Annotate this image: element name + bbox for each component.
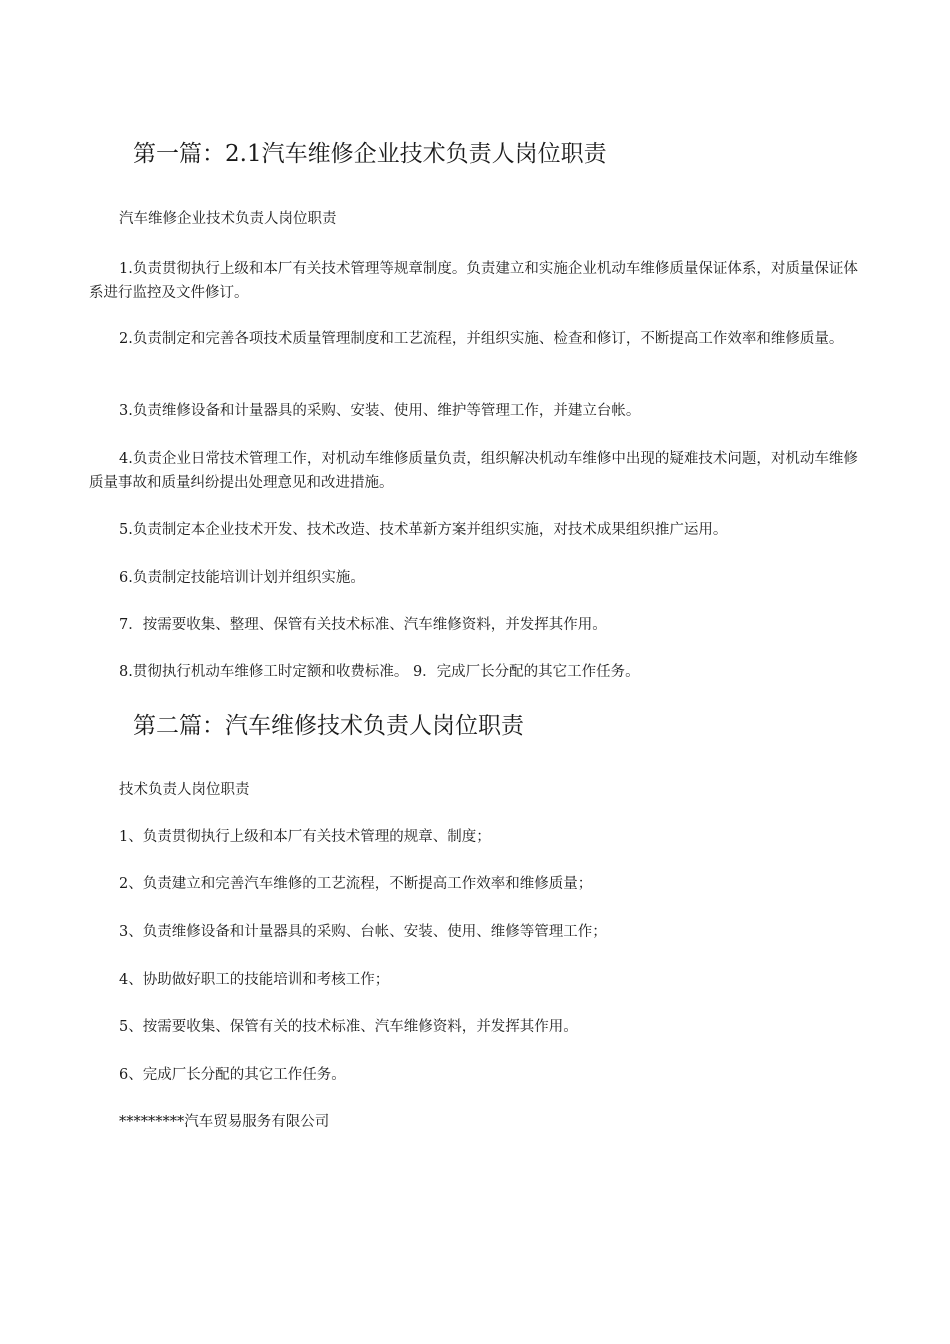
section1-item-2: 2.负责制定和完善各项技术质量管理制度和工艺流程，并组织实施、检查和修订，不断提高工作效率和维修质量。 xyxy=(119,331,844,347)
section1-item-7: 7．按需要收集、整理、保管有关技术标准、汽车维修资料，并发挥其作用。 xyxy=(119,617,607,633)
section2-item-1: 1、负责贯彻执行上级和本厂有关技术管理的规章、制度； xyxy=(119,829,491,845)
section2-item-2: 2、负责建立和完善汽车维修的工艺流程，不断提高工作效率和维修质量； xyxy=(119,876,593,892)
section1-item-3: 3.负责维修设备和计量器具的采购、安装、使用、维护等管理工作，并建立台帐。 xyxy=(119,403,641,419)
section1-item-1: 1.负责贯彻执行上级和本厂有关技术管理等规章制度。负责建立和实施企业机动车维修质量保证体系，对质量保证体系进行监控及文件修订。 xyxy=(89,261,858,301)
section2-item-5: 5、按需要收集、保管有关的技术标准、汽车维修资料，并发挥其作用。 xyxy=(119,1019,578,1035)
section1-subtitle: 汽车维修企业技术负责人岗位职责 xyxy=(119,211,337,227)
section2-item-6: 6、完成厂长分配的其它工作任务。 xyxy=(119,1067,346,1083)
section2-item-3: 3、负责维修设备和计量器具的采购、台帐、安装、使用、维修等管理工作； xyxy=(119,924,607,940)
section2-subtitle: 技术负责人岗位职责 xyxy=(119,782,250,798)
section1-item-8: 8.贯彻执行机动车维修工时定额和收费标准。 9．完成厂长分配的其它工作任务。 xyxy=(119,664,640,680)
section2-item-4: 4、协助做好职工的技能培训和考核工作； xyxy=(119,972,390,988)
section1-item-6: 6.负责制定技能培训计划并组织实施。 xyxy=(119,570,365,586)
section1-item-4: 4.负责企业日常技术管理工作，对机动车维修质量负责，组织解决机动车维修中出现的疑难技术问题，对机动车维修质量事故和质量纠纷提出处理意见和改进措施。 xyxy=(89,451,858,491)
section2-heading: 第二篇：汽车维修技术负责人岗位职责 xyxy=(133,713,524,739)
section1-heading: 第一篇：2.1汽车维修企业技术负责人岗位职责 xyxy=(133,141,607,167)
company-name: *********汽车贸易服务有限公司 xyxy=(119,1114,330,1130)
section1-item-5: 5.负责制定本企业技术开发、技术改造、技术革新方案并组织实施，对技术成果组织推广运用。 xyxy=(119,522,728,538)
